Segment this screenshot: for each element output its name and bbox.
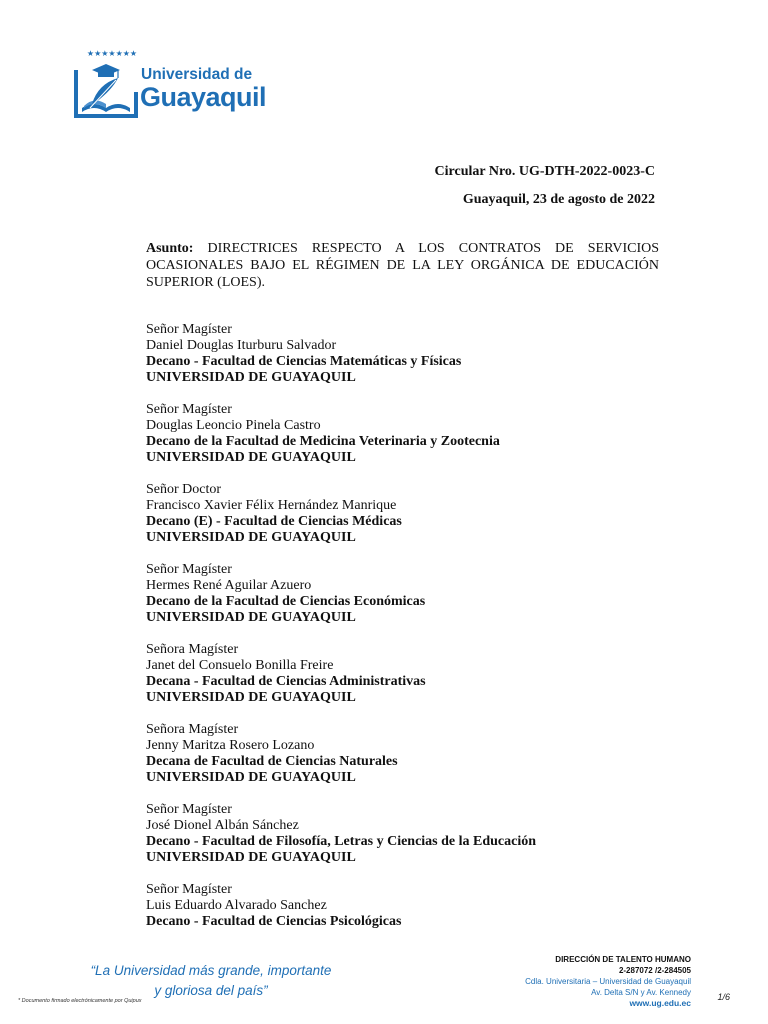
recipient-block (146, 802, 686, 866)
recipient-salutation: Señor Magíster (146, 882, 232, 897)
logo-name-line1: Universidad de (141, 66, 253, 83)
circular-number: Circular Nro. UG-DTH-2022-0023-C (434, 164, 655, 179)
place-date: Guayaquil, 23 de agosto de 2022 (462, 192, 655, 207)
book-quill-emblem-icon (72, 56, 140, 120)
signed-note: * Documento firmado electrónicamente por Quipux (18, 998, 142, 1004)
recipient-block (146, 722, 686, 786)
recipient-title: Decano - Facultad de Filosofía, Letras y Ciencias de la Educación (146, 834, 537, 849)
recipient-salutation: Señor Magíster (146, 402, 232, 417)
recipient-institution: UNIVERSIDAD DE GUAYAQUIL (146, 610, 356, 625)
recipient-title: Decana - Facultad de Ciencias Administrativas (146, 674, 426, 689)
recipient-salutation: Señor Doctor (146, 482, 222, 497)
recipient-name: Francisco Xavier Félix Hernández Manrique (146, 498, 397, 513)
recipient-title: Decana de Facultad de Ciencias Naturales (146, 754, 398, 769)
slogan-line2: y gloriosa del país” (154, 983, 268, 998)
recipient-salutation: Señora Magíster (146, 722, 239, 737)
recipient-block (146, 402, 686, 466)
recipient-institution: UNIVERSIDAD DE GUAYAQUIL (146, 690, 356, 705)
recipient-institution: UNIVERSIDAD DE GUAYAQUIL (146, 450, 356, 465)
website-link[interactable]: www.ug.edu.ec (629, 998, 691, 1008)
recipient-name: José Dionel Albán Sánchez (146, 818, 299, 833)
phone-numbers: 2-287072 /2-284505 (618, 966, 691, 975)
recipient-name: Daniel Douglas Iturburu Salvador (146, 338, 337, 353)
logo-stars: ★★★★★★★ (86, 49, 138, 58)
recipient-block (146, 642, 686, 706)
recipient-institution: UNIVERSIDAD DE GUAYAQUIL (146, 370, 356, 385)
footer-slogan (86, 961, 336, 1001)
recipient-name: Janet del Consuelo Bonilla Freire (146, 658, 334, 673)
subject-label: Asunto: (146, 241, 194, 256)
footer-contact (525, 954, 691, 1009)
recipient-title: Decano de la Facultad de Ciencias Económicas (146, 594, 426, 609)
recipient-title: Decano de la Facultad de Medicina Veterinaria y Zootecnia (146, 434, 500, 449)
recipient-name: Douglas Leoncio Pinela Castro (146, 418, 321, 433)
recipient-list (146, 322, 686, 946)
recipient-title: Decano (E) - Facultad de Ciencias Médicas (146, 514, 402, 529)
recipient-block (146, 562, 686, 626)
address-line2: Av. Delta S/N y Av. Kennedy (591, 988, 691, 997)
page-number: 1/6 (717, 992, 730, 1002)
recipient-salutation: Señor Magíster (146, 802, 232, 817)
recipient-name: Luis Eduardo Alvarado Sanchez (146, 898, 327, 913)
subject-paragraph (146, 240, 659, 291)
recipient-salutation: Señora Magíster (146, 642, 239, 657)
recipient-block (146, 482, 686, 546)
logo-name-line2: Guayaquil (140, 82, 267, 112)
recipient-block (146, 322, 686, 386)
subject-text: DIRECTRICES RESPECTO A LOS CONTRATOS DE SERVICIOS OCASIONALES BAJO EL RÉGIMEN DE LA LEY ORGÁNICA DE EDUCACIÓN SUPERIOR (LOES). (146, 241, 659, 290)
recipient-salutation: Señor Magíster (146, 562, 232, 577)
recipient-institution: UNIVERSIDAD DE GUAYAQUIL (146, 850, 356, 865)
recipient-block (146, 882, 686, 930)
recipient-institution: UNIVERSIDAD DE GUAYAQUIL (146, 770, 356, 785)
slogan-line1: “La Universidad más grande, importante (90, 963, 332, 978)
department-name: DIRECCIÓN DE TALENTO HUMANO (555, 955, 691, 964)
recipient-name: Jenny Maritza Rosero Lozano (146, 738, 315, 753)
address-line1: Cdla. Universitaria – Universidad de Guayaquil (525, 977, 691, 986)
recipient-name: Hermes René Aguilar Azuero (146, 578, 312, 593)
recipient-title: Decano - Facultad de Ciencias Matemáticas y Físicas (146, 354, 462, 369)
recipient-title: Decano - Facultad de Ciencias Psicológicas (146, 914, 402, 929)
recipient-salutation: Señor Magíster (146, 322, 232, 337)
recipient-institution: UNIVERSIDAD DE GUAYAQUIL (146, 530, 356, 545)
university-logo (72, 48, 267, 123)
